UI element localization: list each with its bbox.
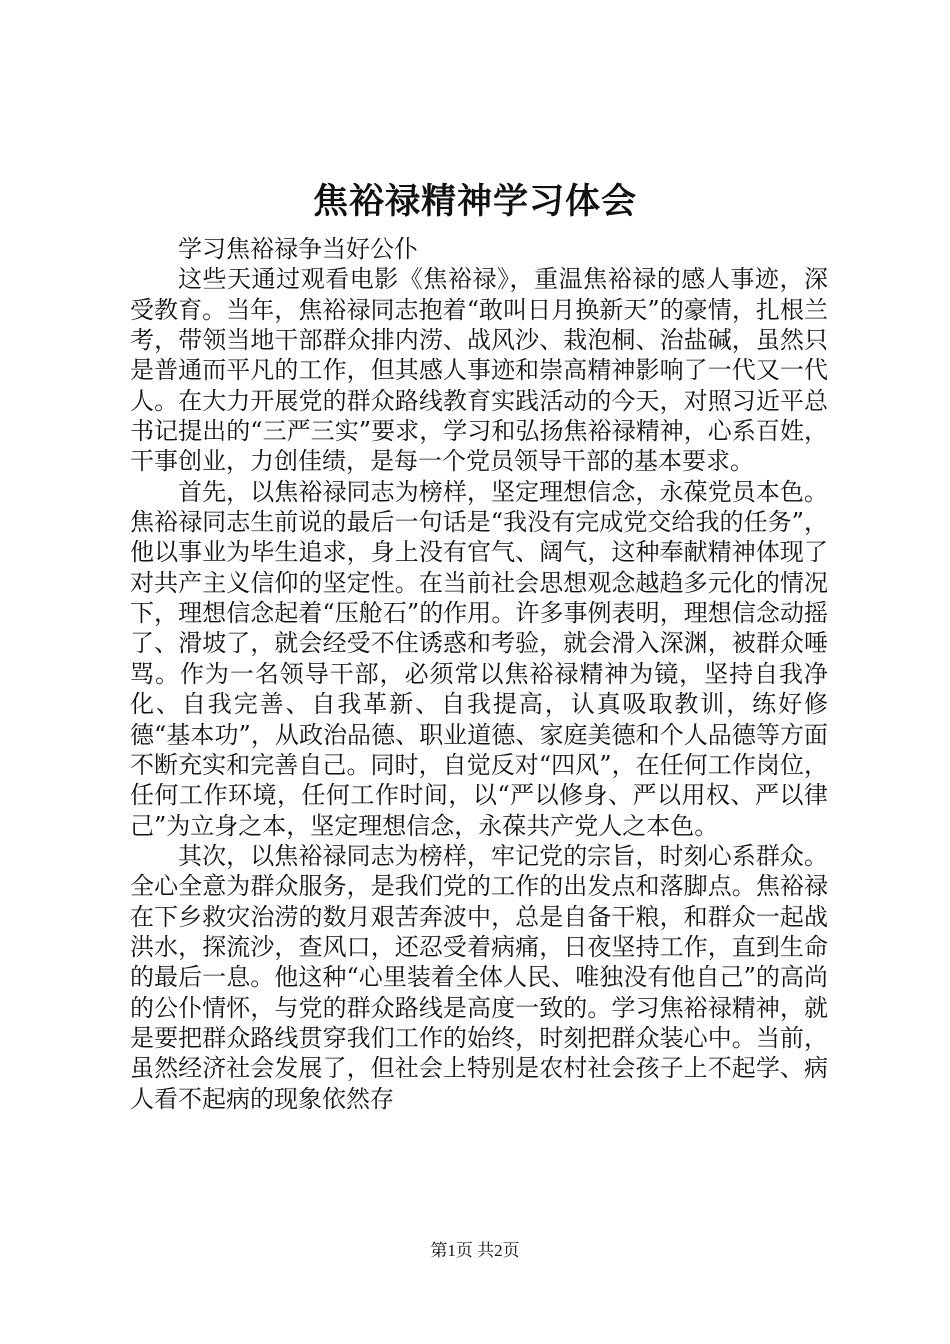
page-footer: 第1页 共2页 xyxy=(430,1241,520,1260)
paragraph-first-point: 首先，以焦裕禄同志为榜样，坚定理想信念，永葆党员本色。焦裕禄同志生前说的最后一句话是“我没有完成党交给我的任务”，他以事业为毕生追求，身上没有官气、阔气，这种奉献精神体现了对共产主义信仰的坚定性。在当前社会思想观念越趋多元化的情况下，理想信念起着“压舱石”的作用。许多事例表明，理想信念动摇了、滑坡了，就会经受不住诱惑和考验，就会滑入深渊，被群众唾骂。作为一名领导干部，必须常以焦裕禄精神为镜，坚持自我净化、自我完善、自我革新、自我提高，认真吸取教训，练好修德“基本功”，从政治品德、职业道德、家庭美德和个人品德等方面不断充实和完善自己。同时，自觉反对“四风”，在任何工作岗位，任何工作环境，任何工作时间，以“严以修身、严以用权、严以律己”为立身之本，坚定理想信念，永葆共产党人之本色。 xyxy=(130,477,828,840)
document-title: 焦裕禄精神学习体会 xyxy=(312,181,637,222)
document-body xyxy=(130,234,828,1114)
document-subtitle: 学习焦裕禄争当好公仆 xyxy=(178,235,418,263)
paragraph-second-point: 其次，以焦裕禄同志为榜样，牢记党的宗旨，时刻心系群众。全心全意为群众服务，是我们党的工作的出发点和落脚点。焦裕禄在下乡救灾治涝的数月艰苦奔波中，总是自备干粮，和群众一起战洪水，探流沙，查风口，还忍受着病痛，日夜坚持工作，直到生命的最后一息。他这种“心里装着全体人民、唯独没有他自己”的高尚的公仆情怀，与党的群众路线是高度一致的。学习焦裕禄精神，就是要把群众路线贯穿我们工作的始终，时刻把群众装心中。当前，虽然经济社会发展了，但社会上特别是农村社会孩子上不起学、病人看不起病的现象依然存 xyxy=(130,841,828,1113)
paragraph-intro: 这些天通过观看电影《焦裕禄》，重温焦裕禄的感人事迹，深受教育。当年，焦裕禄同志抱着“敢叫日月换新天”的豪情，扎根兰考，带领当地干部群众排内涝、战风沙、栽泡桐、治盐碱，虽然只是普通而平凡的工作，但其感人事迹和崇高精神影响了一代又一代人。在大力开展党的群众路线教育实践活动的今天，对照习近平总书记提出的“三严三实”要求，学习和弘扬焦裕禄精神，心系百姓，干事创业，力创佳绩，是每一个党员领导干部的基本要求。 xyxy=(130,265,828,476)
